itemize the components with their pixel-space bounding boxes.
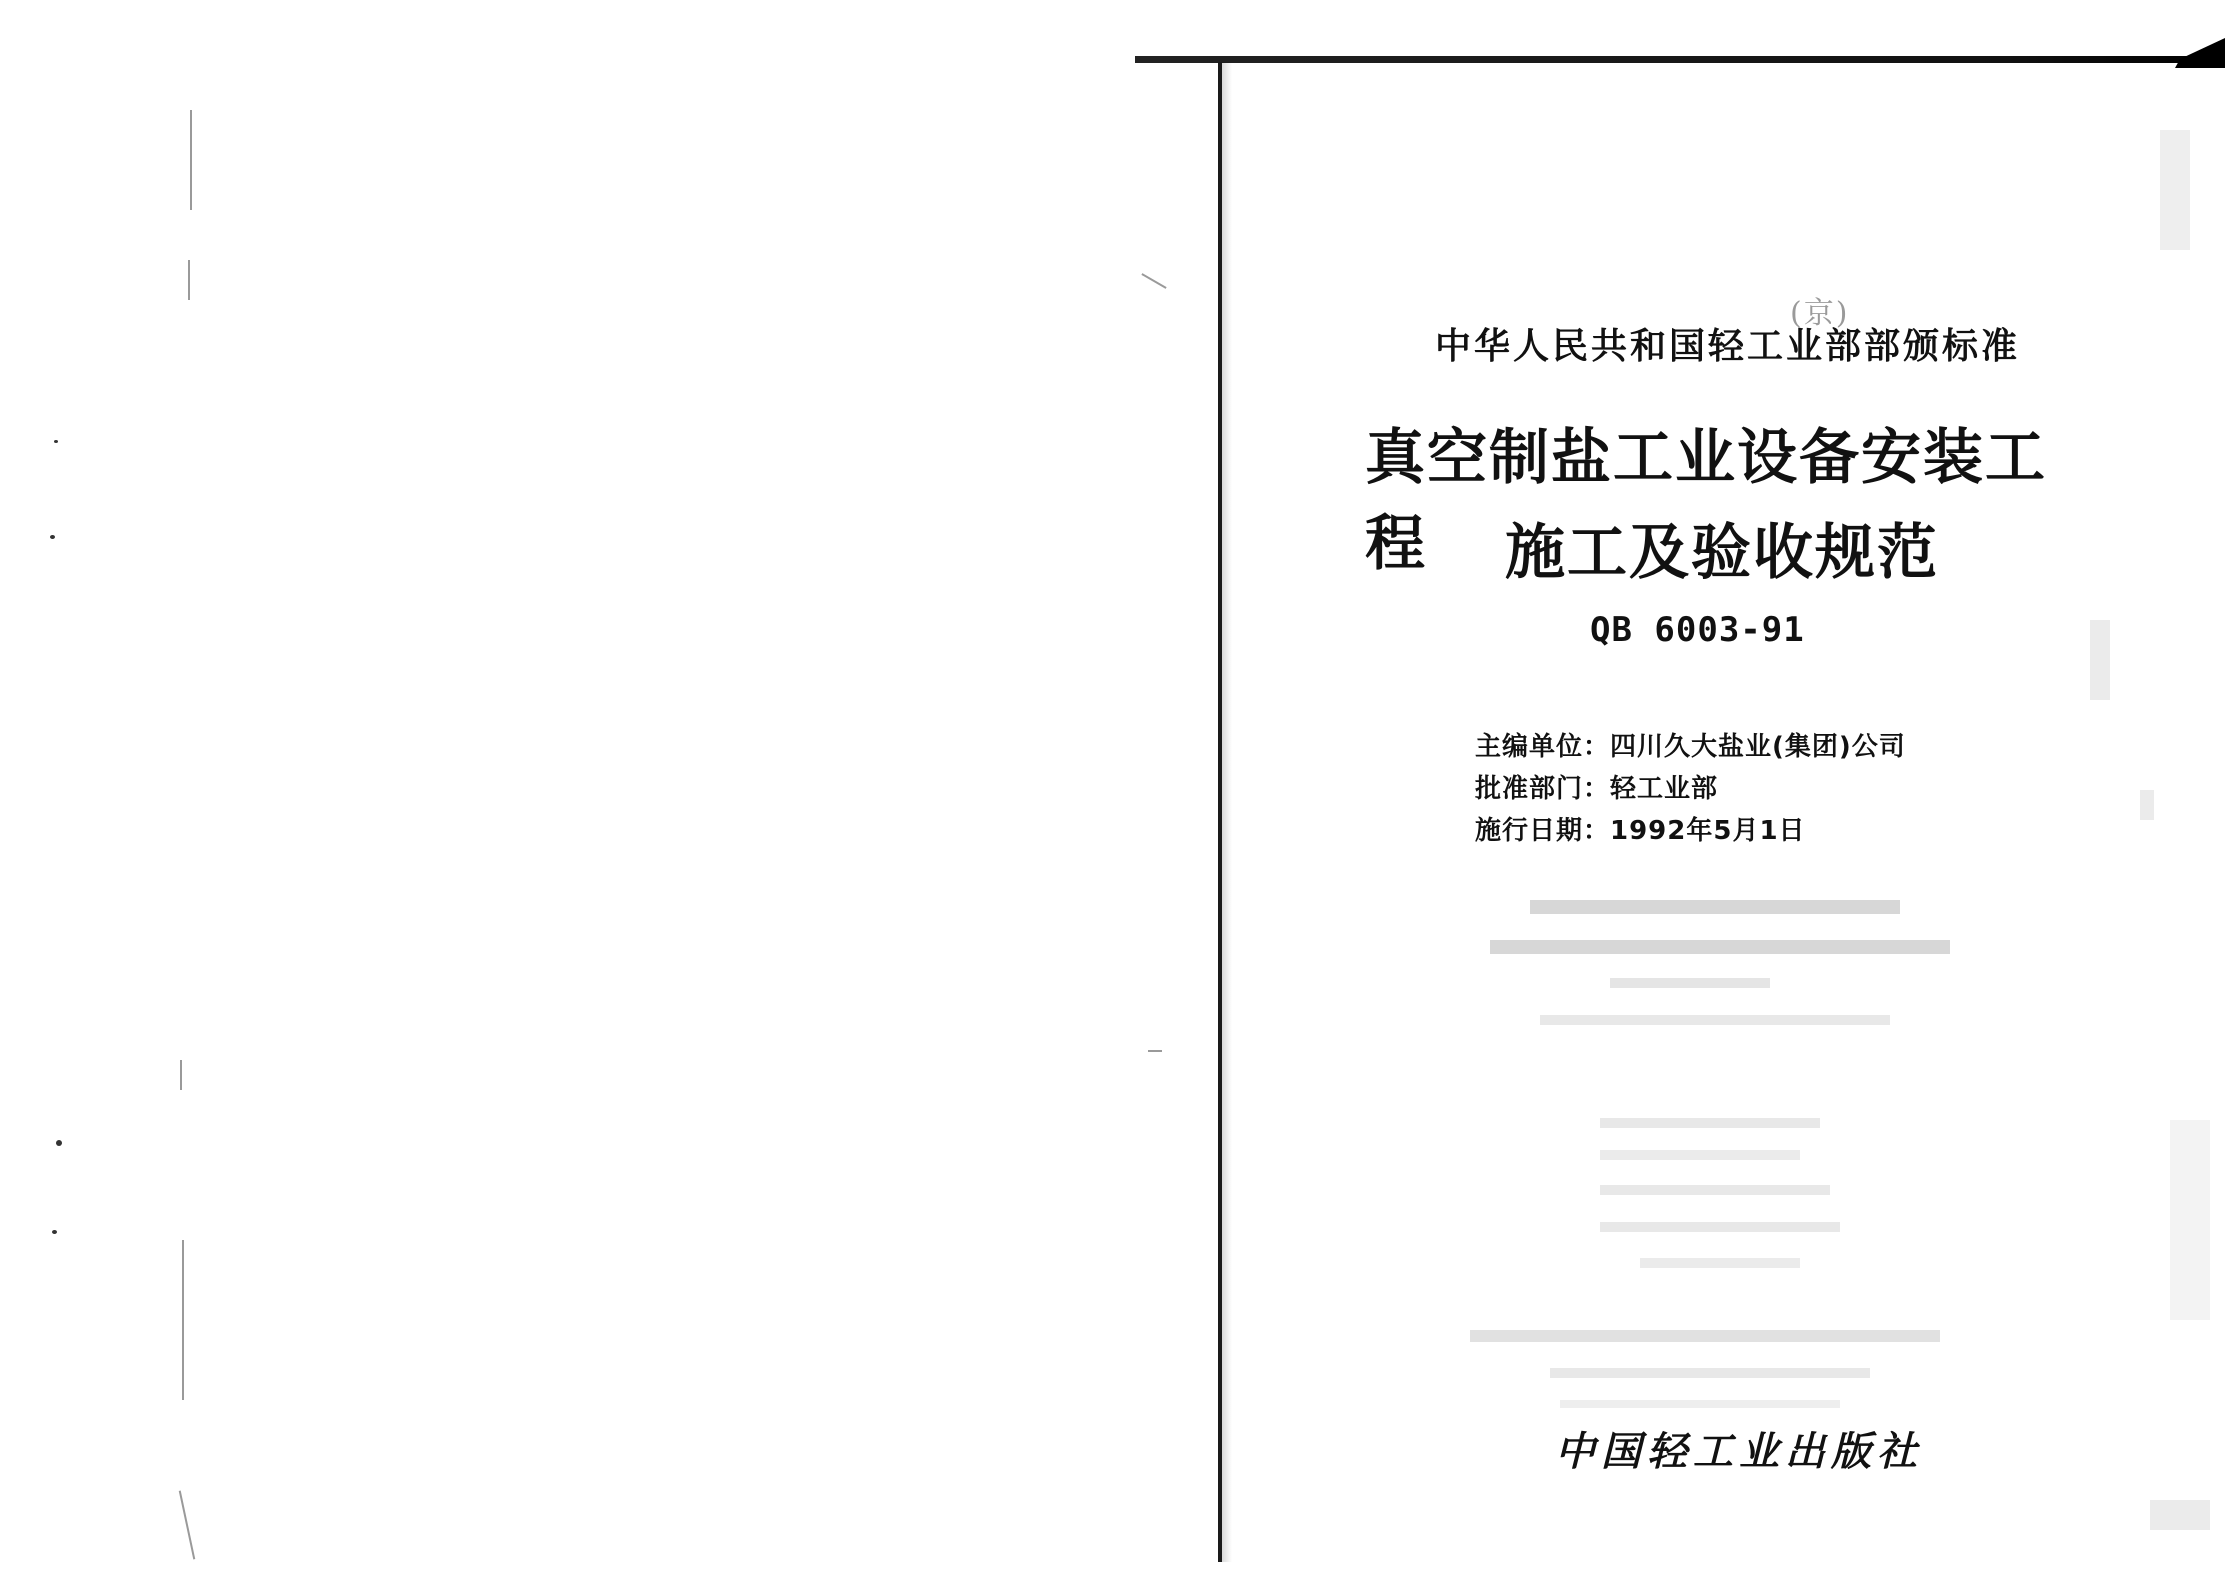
faded-line xyxy=(1470,1330,1940,1342)
standard-code: QB 6003-91 xyxy=(1590,610,1805,650)
edge-speck xyxy=(2140,790,2154,820)
issuing-authority: 中华人民共和国轻工业部部颁标准 xyxy=(1435,325,2021,367)
scan-mark xyxy=(1148,1050,1162,1052)
top-rule-end xyxy=(2175,38,2225,68)
editor-unit: 主编单位：四川久大盐业(集团)公司 xyxy=(1475,732,1906,762)
scan-dot xyxy=(50,535,55,539)
scan-mark xyxy=(179,1491,196,1560)
scan-mark xyxy=(188,260,190,300)
edge-speck xyxy=(2170,1120,2210,1320)
catalog-stamp: (京) xyxy=(1790,296,1850,331)
document-title-line-1: 真空制盐工业设备安装工程 xyxy=(1365,423,2047,579)
faded-line xyxy=(1550,1368,1870,1378)
faded-line xyxy=(1560,1400,1840,1408)
faded-line xyxy=(1600,1222,1840,1232)
approving-department: 批准部门：轻工业部 xyxy=(1475,774,1719,804)
faded-line xyxy=(1540,1015,1890,1025)
top-rule xyxy=(1135,56,2225,63)
faded-line xyxy=(1600,1150,1800,1160)
scan-mark xyxy=(180,1060,182,1090)
scan-dot xyxy=(56,1140,62,1146)
faded-line xyxy=(1640,1258,1800,1268)
faded-line xyxy=(1530,900,1900,914)
scan-mark xyxy=(190,110,192,210)
scan-dot xyxy=(52,1230,57,1234)
edge-speck xyxy=(2160,130,2190,250)
faded-line xyxy=(1490,940,1950,954)
faded-line xyxy=(1600,1185,1830,1195)
document-title-line-2: 施工及验收规范 xyxy=(1505,518,1939,588)
scan-dot xyxy=(54,440,58,443)
spine-shadow xyxy=(1222,62,1232,1562)
effective-date: 施行日期：1992年5月1日 xyxy=(1475,816,1806,846)
edge-speck xyxy=(2090,620,2110,700)
faded-line xyxy=(1610,978,1770,988)
scan-mark xyxy=(1141,273,1166,289)
publisher-name: 中国轻工业出版社 xyxy=(1555,1428,1923,1475)
edge-speck xyxy=(2150,1500,2210,1530)
scan-mark xyxy=(182,1240,184,1400)
faded-line xyxy=(1600,1118,1820,1128)
